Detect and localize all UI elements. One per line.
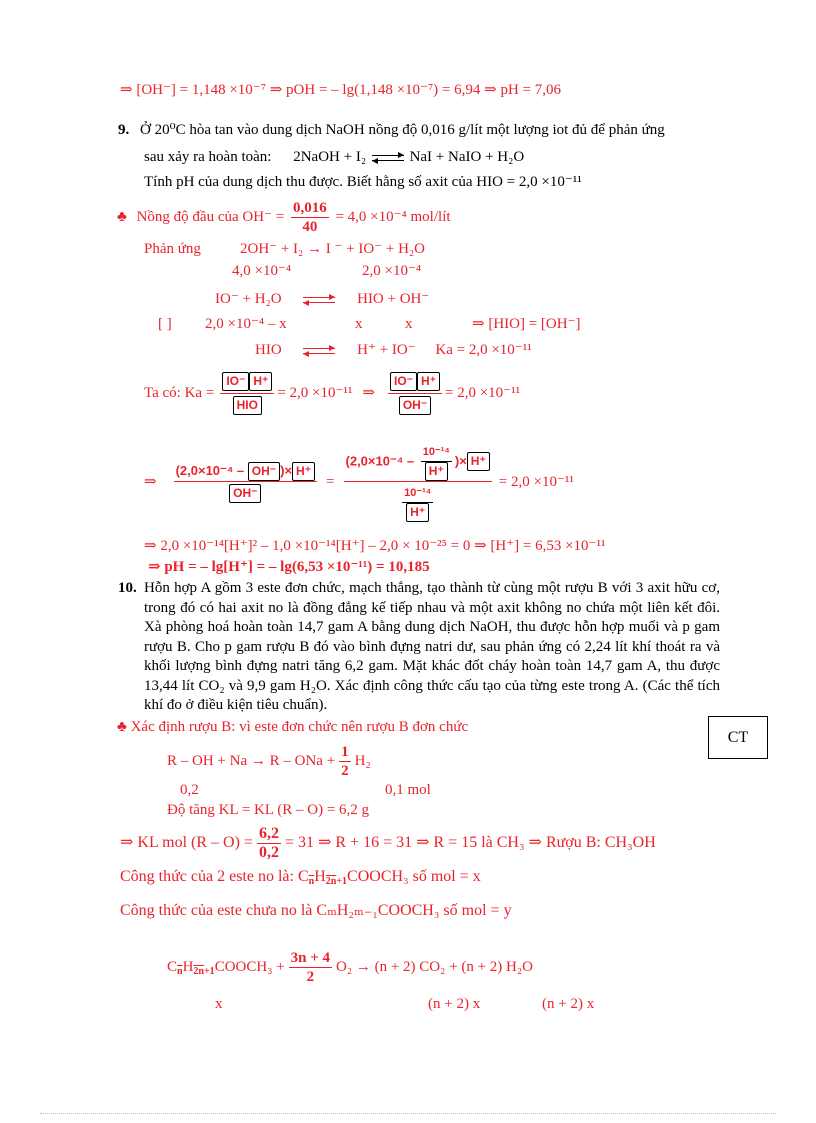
club-bullet-icon: ♣ — [117, 719, 127, 735]
sol10-x2: (n + 2) x — [428, 996, 481, 1012]
question-9-number: 9. — [118, 122, 130, 138]
reaction-label: Phản ứng — [144, 241, 201, 257]
question-10-text: Hỗn hợp A gồm 3 este đơn chức, mạch thẳng, tạo thành từ cùng một rượu B với 3 axit hữu cơ, trong đó có hai axit no là đồng đẳng kế tiếp nhau và một axit không no chứa một liên kết đôi. Xà phòng hoá hoàn toàn 14,7 gam A bằng dung dịch NaOH, thu được hỗn hợp muối và p gam rượu B. Cho p gam rượu B đó vào bình đựng natri dư, sau phản ứng có 2,24 lít khí thoát ra và khối lượng bình đựng natri tăng 6,2 gam. Mặt khác đốt cháy hoàn toàn 14,7 gam A, thu được 13,44 lít CO₂ và 9,9 gam H₂O. Xác định công thức cấu tạo của từng este trong A. (Các thể tích khí đo ở điều kiện tiêu chuẩn). — [144, 580, 720, 713]
sol10-intro: ♣ Xác định rượu B: vì este đơn chức nên rượu B đơn chức — [117, 719, 469, 735]
ka-expression: Ta có: Ka = $\frac{IO^- H^+}{\text{HIO}}$ = 2,0 ×10⁻¹¹ ⇒ $\frac{IO^- H^+}{OH^-}$ = 2,0 ×10⁻¹¹ — [144, 370, 520, 416]
q9-prefix: sau xảy ra hoàn toàn: — [144, 149, 272, 165]
sol10-mol2: 0,1 mol — [385, 782, 431, 798]
equilibrium-2: IO⁻ + H₂O HIO + OH⁻ — [215, 291, 430, 307]
sol10-formula-unsaturated: Công thức của este chưa no là CₘH₂ₘ₋₁COOCH₃ số mol = y — [120, 902, 512, 919]
equilibrium-3: HIO H⁺ + IO⁻ Ka = 2,0 ×10⁻¹¹ — [255, 342, 532, 358]
sol10-increase: Độ tăng KL = KL (R – O) = 6,2 g — [167, 802, 370, 818]
question-9-line3: Tính pH của dung dịch thu được. Biết hằng số axit của HIO = 2,0 ×10⁻¹¹ — [144, 174, 582, 190]
sol10-x3: (n + 2) x — [542, 996, 595, 1012]
reaction-1-amount-a: 4,0 ×10⁻⁴ — [232, 263, 292, 279]
sol9-concentration — [117, 197, 451, 237]
q9-products: NaI + NaIO + H₂O — [409, 149, 525, 165]
equilibrium-arrow-icon — [372, 153, 404, 163]
sol10-combustion: $C_{\overline{n}}H_{2n+1}$ COOCH₃ + $\frac{3n + 4}{2}$ O₂ → (n + 2) CO₂ + (n + 2) H₂O — [167, 949, 533, 985]
reaction-1-amount-b: 2,0 ×10⁻⁴ — [362, 263, 422, 279]
club-bullet-icon: ♣ — [117, 209, 127, 225]
ct-box: CT — [708, 716, 768, 759]
question-9-line1: Ở 20⁰C hòa tan vào dung dịch NaOH nồng độ 0,016 g/lít một lượng iot đủ để phản ứng — [140, 122, 665, 138]
eq2-c2: x — [355, 316, 363, 332]
question-10-number: 10. — [118, 580, 137, 596]
sol10-x1: x — [215, 996, 223, 1012]
equilibrium-arrow-icon — [303, 346, 335, 356]
sol10-molar-mass: ⇒ KL mol (R – O) = $\frac{6,2}{0,2}$ = 31 ⇒ R + 16 = 31 ⇒ R = 15 là CH₃ ⇒ Rượu B: CH₃OH — [120, 824, 656, 861]
eq2-c3: x — [405, 316, 413, 332]
reaction-1: 2OH⁻ + I₂ → I ⁻ + IO⁻ + H₂O — [240, 241, 425, 257]
quadratic-equation: ⇒ 2,0 ×10⁻¹⁴[H⁺]² – 1,0 ×10⁻¹⁴[H⁺] – 2,0 × 10⁻²⁵ = 0 ⇒ [H⁺] = 6,53 ×10⁻¹¹ — [144, 538, 606, 554]
ph-result: ⇒ pH = – lg[H⁺] = – lg(6,53 ×10⁻¹¹) = 10,185 — [148, 559, 430, 575]
top-result-line: ⇒ [OH⁻] = 1,148 ×10⁻⁷ ⇒ pOH = – lg(1,148 ×10⁻⁷) = 6,94 ⇒ pH = 7,06 — [120, 82, 561, 98]
q9-reactants: 2NaOH + I₂ — [293, 149, 367, 165]
conc-fraction: $\frac{0,016}{40}$ — [292, 200, 327, 236]
eq2-c1: 2,0 ×10⁻⁴ – x — [205, 316, 287, 332]
equilibrium-arrow-icon — [303, 295, 335, 305]
sol10-mol1: 0,2 — [180, 782, 199, 798]
page-bottom-divider — [40, 1113, 776, 1114]
eq2-result: ⇒ [HIO] = [OH⁻] — [472, 316, 581, 332]
ka-substitution: ⇒ $\frac{\text{(2,0×10⁻⁴ – OH⁻ )× H⁺}}{OH^-}$ = (2,0×10⁻⁴ – $\frac{\text{10⁻¹⁴}}{H^+}$ )× H⁺ $\frac{\text{10⁻¹⁴}}{H^+}$ = 2,0 ×10⁻¹¹ — [144, 432, 574, 532]
question-9-line2 — [144, 148, 524, 166]
sol10-reaction: R – OH + Na → R – ONa + $\frac{1}{2}$ H₂ — [167, 743, 371, 779]
conc-prefix: Nồng độ đầu của OH⁻ = — [136, 209, 285, 225]
sol10-formula-saturated: Công thức của 2 este no là: $C_{\overline{n}}H_{2n+1}COOCH_3$ số mol = x — [120, 868, 481, 887]
conc-suffix: = 4,0 ×10⁻⁴ mol/lít — [335, 209, 451, 225]
eq2-bracket: [ ] — [158, 316, 172, 332]
